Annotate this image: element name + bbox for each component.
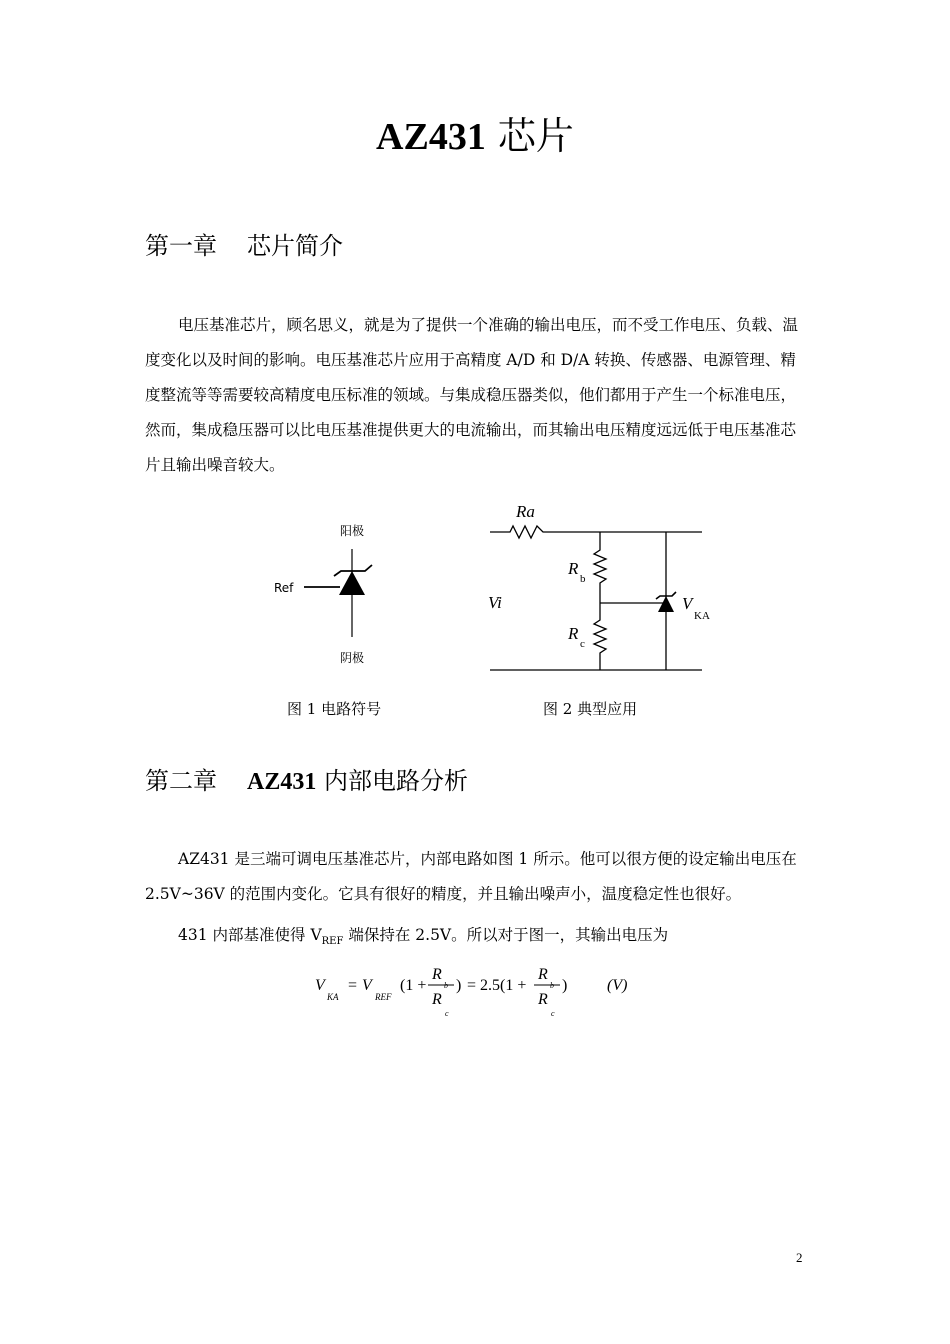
formula-rb-num2: R [538, 966, 548, 983]
chapter1-number: 第一章 [145, 232, 217, 260]
anode-label: 阳极 [339, 524, 365, 538]
vref-line-after: 端保持在 2.5V。所以对于图一，其输出电压为 [343, 926, 669, 944]
vi-label: Vi [488, 593, 502, 612]
formula-vref-sub: REF [375, 992, 392, 1002]
formula-eq1: = [348, 977, 358, 994]
formula-vref-v: V [362, 977, 372, 994]
formula-rc-sub: c [445, 1009, 449, 1018]
output-voltage-formula [310, 960, 650, 1022]
formula-ka: KA [327, 992, 339, 1002]
chapter1-title: 芯片简介 [247, 232, 343, 260]
cathode-label: 阴极 [339, 651, 365, 665]
formula-open1: (1 + [400, 977, 427, 994]
formula-unit: (V) [607, 977, 628, 994]
formula-eq2: = 2.5(1 + [467, 977, 527, 994]
ref-label: Ref [274, 581, 294, 595]
rc-label: R [568, 624, 579, 643]
chapter2-title-cjk: 内部电路分析 [316, 767, 468, 795]
page-number: 2 [796, 1250, 803, 1265]
formula-rc-den2: R [538, 991, 548, 1008]
figure2-caption: 图 2 典型应用 [543, 700, 638, 718]
formula-rc-den: R [432, 991, 442, 1008]
formula-close1: ) [456, 977, 462, 994]
figure1-caption: 图 1 电路符号 [287, 700, 382, 718]
page-title [0, 105, 950, 160]
chapter2-heading [145, 761, 468, 796]
figure2-circuit-diagram [480, 495, 730, 680]
intro-text: 电压基准芯片，顾名思义，就是为了提供一个准确的输出电压，而不受工作电压、负载、温度变化以及时间的影响。电压基准芯片应用于高精度 A/D 和 D/A 转换、传感器、电源管理、精度整流等等需要较高精度电压标准的领域。与集成稳压器类似，他们都用于产生一个标准电压，然而，集成稳压器可以比电压基准提供更大的电流输出，而其输出电压精度远远低于电压基准芯片且输出噪音较大。 [145, 316, 799, 474]
title-latin: AZ431 [376, 116, 486, 158]
figure1-symbol-diagram [260, 515, 420, 675]
vka-label: V [682, 594, 693, 613]
formula-rb-sub: b [444, 981, 448, 990]
top-wire-with-ra [490, 526, 702, 538]
vref-line [178, 923, 668, 947]
analysis-paragraph [145, 842, 810, 912]
rc-subscript: c [580, 638, 585, 650]
symbol-triangle [339, 571, 365, 595]
vref-line-before: 431 内部基准使得 V [178, 926, 322, 944]
intro-paragraph [145, 308, 810, 483]
formula-close2: ) [562, 977, 568, 994]
chapter2-title-latin: AZ431 [247, 769, 317, 795]
chapter2-number: 第二章 [145, 767, 217, 795]
ra-label: Ra [516, 502, 535, 521]
formula-rb-sub2: b [550, 981, 554, 990]
title-cjk: 芯片 [485, 114, 574, 158]
rb-label: R [568, 559, 579, 578]
vref-line-sub: REF [321, 936, 344, 948]
regulator-triangle [658, 596, 674, 612]
analysis-text: AZ431 是三端可调电压基准芯片，内部电路如图 1 所示。他可以很方便的设定输出电压在 2.5V~36V 的范围内变化。它具有很好的精度，并且输出噪声小，温度稳定性也很好。 [145, 850, 797, 903]
formula-rb-num: R [432, 966, 442, 983]
rb-rc-branch [594, 532, 606, 670]
rb-subscript: b [580, 573, 586, 585]
formula-rc-sub2: c [551, 1009, 555, 1018]
formula-v: V [315, 977, 325, 994]
vka-subscript: KA [694, 610, 710, 622]
chapter1-heading [145, 226, 343, 261]
